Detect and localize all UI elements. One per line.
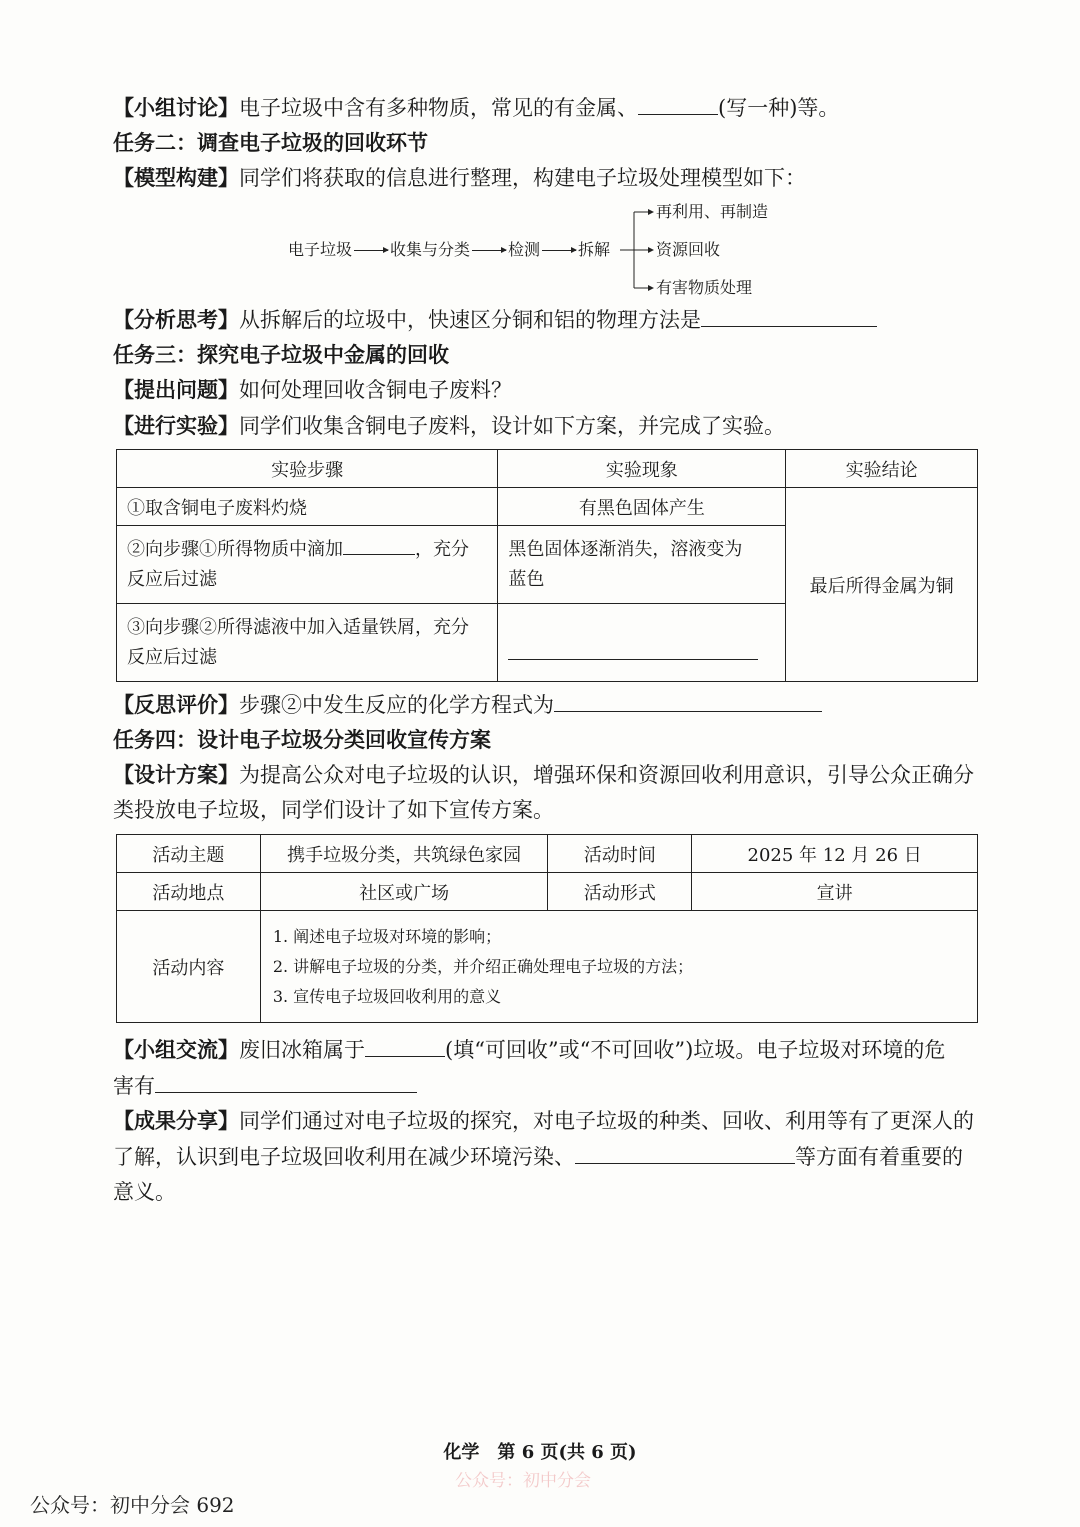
list-item: 3. 宣传电子垃圾回收利用的意义: [272, 986, 502, 1006]
source-mark: 公众号：初中分会 692: [30, 1493, 235, 1517]
flow-branch: 再利用、再制造: [656, 202, 769, 221]
raise-question: 【提出问题】如何处理回收含铜电子废料？: [113, 377, 512, 402]
experiment-table: [116, 449, 978, 682]
step-cell: ①取含铜电子废料灼烧: [117, 488, 498, 526]
page-footer: 化学 第 6 页(共 6 页): [443, 1442, 637, 1463]
place-label: 活动地点: [117, 873, 261, 911]
arrow-icon: [472, 250, 506, 251]
answer-blank-7[interactable]: [155, 1072, 417, 1093]
group-exchange: 【小组交流】废旧冰箱属于 (填“可回收”或“不可回收”)垃圾。电子垃圾对环境的危: [113, 1037, 946, 1062]
group-exchange-line-2: 害有: [113, 1071, 417, 1101]
result-sharing-line-2: 了解，认识到电子垃圾回收利用在减少环境污染、 等方面有着重要的: [113, 1145, 963, 1169]
table-header: 实验现象: [498, 450, 786, 488]
table-header: 实验结论: [786, 450, 978, 488]
time-label: 活动时间: [548, 835, 692, 873]
table-header: 实验步骤: [117, 450, 498, 488]
task-3-heading: 任务三：探究电子垃圾中金属的回收: [113, 342, 449, 367]
answer-blank-4[interactable]: [508, 639, 758, 660]
reflection-evaluation: 【反思评价】步骤②中发生反应的化学方程式为: [113, 690, 822, 720]
design-plan-line-2: 类投放电子垃圾，同学们设计了如下宣传方案。: [113, 798, 554, 822]
flow-step: 收集与分类: [390, 240, 471, 259]
step-cell: ③向步骤②所得滤液中加入适量铁屑，充分 反应后过滤: [117, 604, 498, 682]
theme-label: 活动主题: [117, 835, 261, 873]
conduct-experiment: 【进行实验】同学们收集含铜电子废料，设计如下方案，并完成了实验。: [113, 413, 785, 438]
form-value: 宣讲: [692, 873, 978, 911]
analysis-thinking: 【分析思考】从拆解后的垃圾中，快速区分铜和铝的物理方法是: [113, 305, 877, 335]
list-item: 2. 讲解电子垃圾的分类，并介绍正确处理电子垃圾的方法；: [272, 956, 694, 976]
phenomenon-cell: 有黑色固体产生: [498, 488, 786, 526]
flow-branch: 有害物质处理: [656, 278, 753, 297]
answer-blank-5[interactable]: [554, 691, 822, 712]
step-cell: ②向步骤①所得物质中滴加 ，充分 反应后过滤: [117, 526, 498, 604]
branch-connector-icon: [620, 202, 660, 294]
result-sharing: 【成果分享】同学们通过对电子垃圾的探究，对电子垃圾的种类、回收、利用等有了更深人的: [113, 1108, 974, 1133]
answer-blank-6[interactable]: [365, 1036, 445, 1057]
flow-step: 检测: [508, 240, 541, 259]
watermark: 公众号：初中分会: [455, 1471, 591, 1491]
answer-blank-3[interactable]: [343, 534, 415, 555]
phenomenon-cell: [498, 604, 786, 682]
plan-table: [116, 834, 978, 1023]
answer-blank-8[interactable]: [575, 1143, 795, 1164]
content-label: 活动内容: [117, 911, 261, 1023]
design-plan: 【设计方案】为提高公众对电子垃圾的认识，增强环保和资源回收利用意识，引导公众正确分: [113, 762, 974, 787]
group-discussion: 【小组讨论】电子垃圾中含有多种物质，常见的有金属、 (写一种)等。: [113, 95, 840, 120]
place-value: 社区或广场: [260, 873, 548, 911]
arrow-icon: [542, 250, 576, 251]
processing-flow: [288, 240, 610, 260]
task-4-heading: 任务四：设计电子垃圾分类回收宣传方案: [113, 727, 491, 752]
content-value: [260, 911, 977, 1023]
flow-branch: 资源回收: [656, 240, 721, 259]
time-value: 2025 年 12 月 26 日: [692, 835, 978, 873]
phenomenon-cell: 黑色固体逐渐消失，溶液变为 蓝色: [498, 526, 786, 604]
conclusion-cell: 最后所得金属为铜: [786, 488, 978, 682]
flow-step: 拆解: [578, 240, 611, 259]
answer-blank-2[interactable]: [701, 306, 877, 327]
model-building: 【模型构建】同学们将获取的信息进行整理，构建电子垃圾处理模型如下：: [113, 165, 806, 190]
theme-value: 携手垃圾分类，共筑绿色家园: [260, 835, 548, 873]
list-item: 1. 阐述电子垃圾对环境的影响；: [272, 926, 502, 946]
form-label: 活动形式: [548, 873, 692, 911]
task-2-heading: 任务二：调查电子垃圾的回收环节: [113, 130, 428, 155]
answer-blank-1[interactable]: [638, 94, 718, 115]
arrow-icon: [354, 250, 388, 251]
flow-step: 电子垃圾: [288, 240, 353, 259]
result-sharing-line-3: 意义。: [113, 1180, 176, 1204]
